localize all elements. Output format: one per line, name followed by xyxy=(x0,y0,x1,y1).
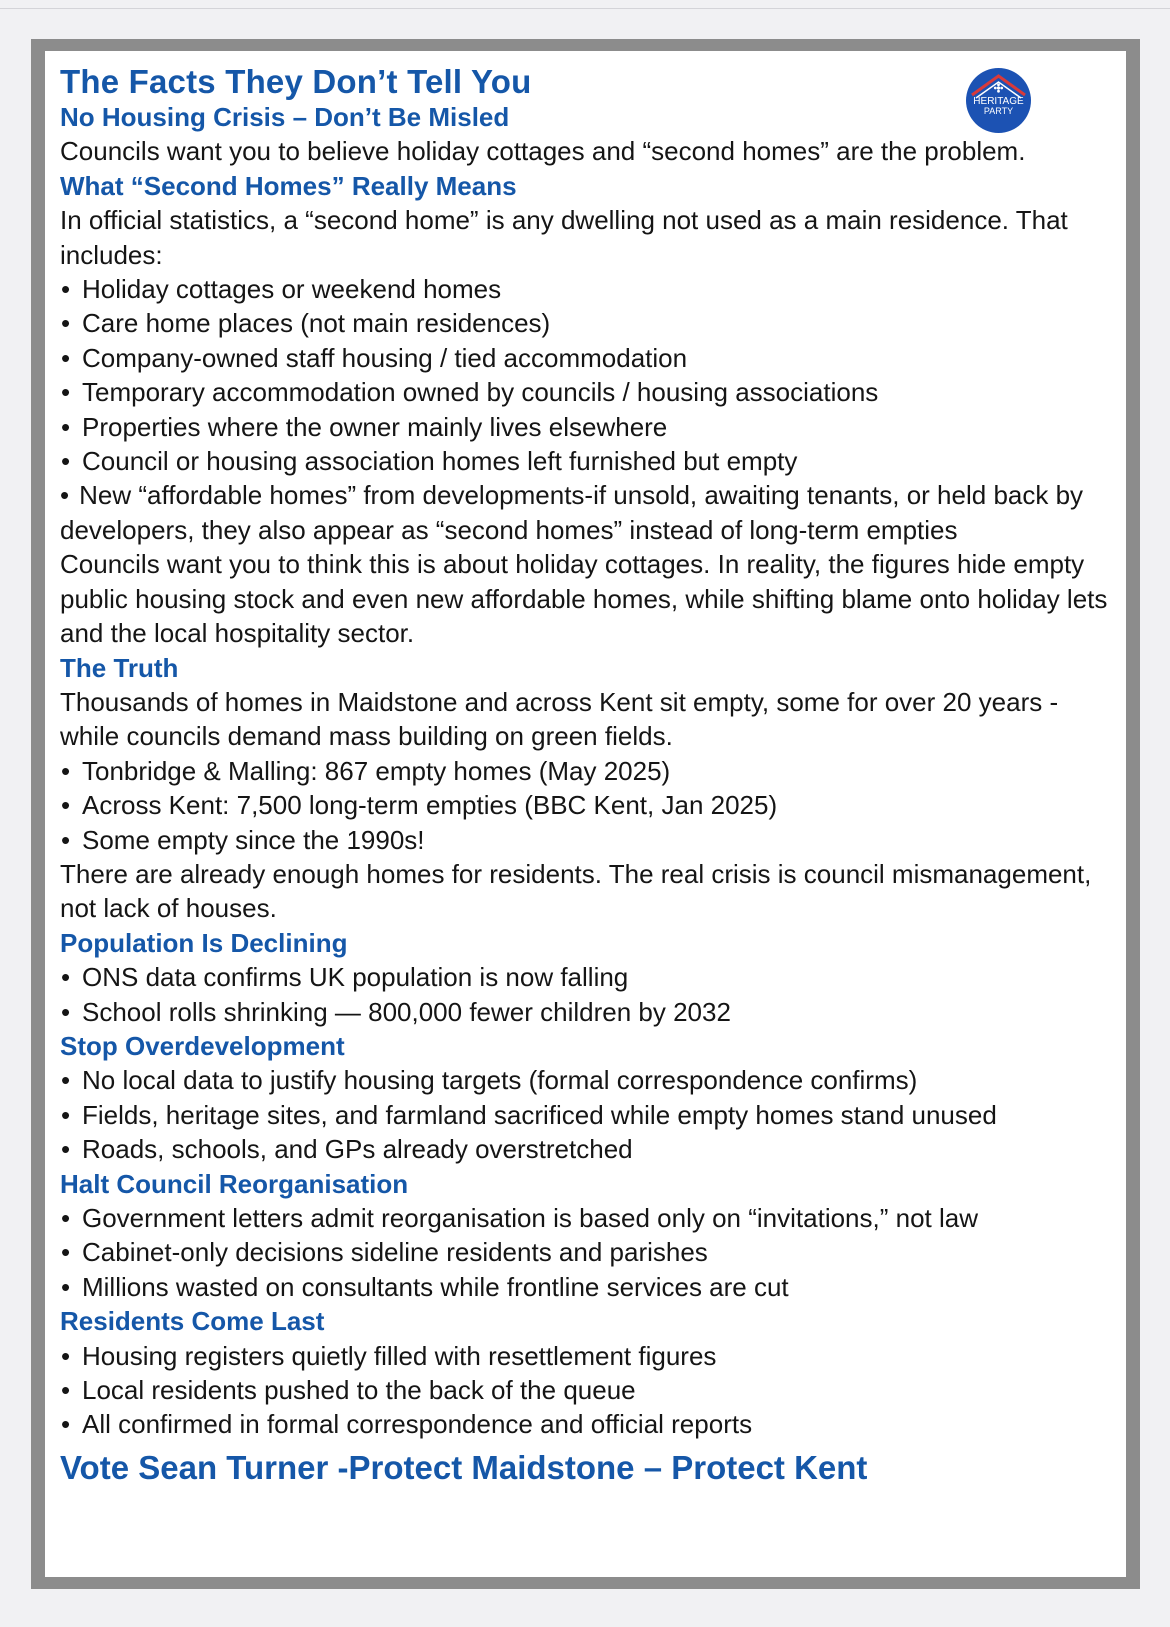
heading-no-housing-crisis: No Housing Crisis – Don’t Be Misled xyxy=(60,102,510,132)
list-item: • Holiday cottages or weekend homes xyxy=(60,272,1112,306)
window-top-divider xyxy=(0,8,1170,9)
list-item: • Housing registers quietly filled with resettlement figures xyxy=(60,1339,1112,1373)
list-item: • Government letters admit reorganisation is based only on “invitations,” not law xyxy=(60,1201,1112,1235)
list-item: • Local residents pushed to the back of the queue xyxy=(60,1373,1112,1407)
list-item: • School rolls shrinking — 800,000 fewer children by 2032 xyxy=(60,995,1112,1029)
leaflet-page xyxy=(45,51,1126,1577)
reorganisation-list xyxy=(60,1201,1112,1304)
heading-residents: Residents Come Last xyxy=(60,1306,325,1337)
list-item: • Fields, heritage sites, and farmland sacrificed while empty homes stand unused xyxy=(60,1098,1112,1132)
paragraph-no-housing-crisis: Councils want you to believe holiday cottages and “second homes” are the problem. xyxy=(60,136,1026,167)
heading-the-truth: The Truth xyxy=(60,652,179,683)
list-item: • Care home places (not main residences) xyxy=(60,306,1112,340)
list-item: • Properties where the owner mainly lives elsewhere xyxy=(60,410,1112,444)
list-item: • Tonbridge & Malling: 867 empty homes (May 2025) xyxy=(60,754,1112,788)
truth-list xyxy=(60,754,1112,857)
page-title: The Facts They Don’t Tell You xyxy=(60,63,532,100)
heading-reorganisation: Halt Council Reorganisation xyxy=(60,1168,409,1199)
heading-population: Population Is Declining xyxy=(60,927,348,958)
population-list xyxy=(60,960,1112,1029)
paragraph-second-homes-closing: Councils want you to think this is about holiday cottages. In reality, the figures hide empty public housing stock and even new affordable homes, while shifting blame onto holiday lets and the local hospitality sector. xyxy=(60,549,1108,649)
list-item: • Council or housing association homes left furnished but empty xyxy=(60,444,1112,478)
list-item: • All confirmed in formal correspondence and official reports xyxy=(60,1407,1112,1441)
paragraph-truth-closing: There are already enough homes for residents. The real crisis is council mismanagement, not lack of houses. xyxy=(60,858,1092,924)
list-item: • No local data to justify housing targets (formal correspondence confirms) xyxy=(60,1063,1112,1097)
residents-list xyxy=(60,1339,1112,1442)
leaflet-frame xyxy=(31,39,1140,1589)
logo-text-heritage: HERITAGE xyxy=(973,96,1024,107)
heading-overdevelopment: Stop Overdevelopment xyxy=(60,1030,345,1061)
second-homes-list xyxy=(60,272,1112,547)
list-item: • Cabinet-only decisions sideline residents and parishes xyxy=(60,1235,1112,1269)
list-item: • Millions wasted on consultants while frontline services are cut xyxy=(60,1270,1112,1304)
list-item: • New “affordable homes” from developments-if unsold, awaiting tenants, or held back by developers, they also appear as “second homes” instead of long-term empties xyxy=(60,478,1112,547)
heritage-party-logo xyxy=(966,68,1031,133)
overdevelopment-list xyxy=(60,1063,1112,1166)
list-item: • Across Kent: 7,500 long-term empties (BBC Kent, Jan 2025) xyxy=(60,788,1112,822)
paragraph-truth-intro: Thousands of homes in Maidstone and across Kent sit empty, some for over 20 years - while councils demand mass building on green fields. xyxy=(60,686,1059,752)
logo-text-party: PARTY xyxy=(983,106,1014,116)
list-item: • Roads, schools, and GPs already overstretched xyxy=(60,1132,1112,1166)
list-item: • Temporary accommodation owned by councils / housing associations xyxy=(60,375,1112,409)
paragraph-second-homes-intro: In official statistics, a “second home” is any dwelling not used as a main residence. That includes: xyxy=(60,205,1068,270)
list-item: • Some empty since the 1990s! xyxy=(60,823,1112,857)
heading-second-homes: What “Second Homes” Really Means xyxy=(60,170,517,201)
list-item: • Company-owned staff housing / tied accommodation xyxy=(60,341,1112,375)
list-item: • ONS data confirms UK population is now falling xyxy=(60,960,1112,994)
footer-slogan: Vote Sean Turner -Protect Maidstone – Protect Kent xyxy=(60,1448,868,1486)
